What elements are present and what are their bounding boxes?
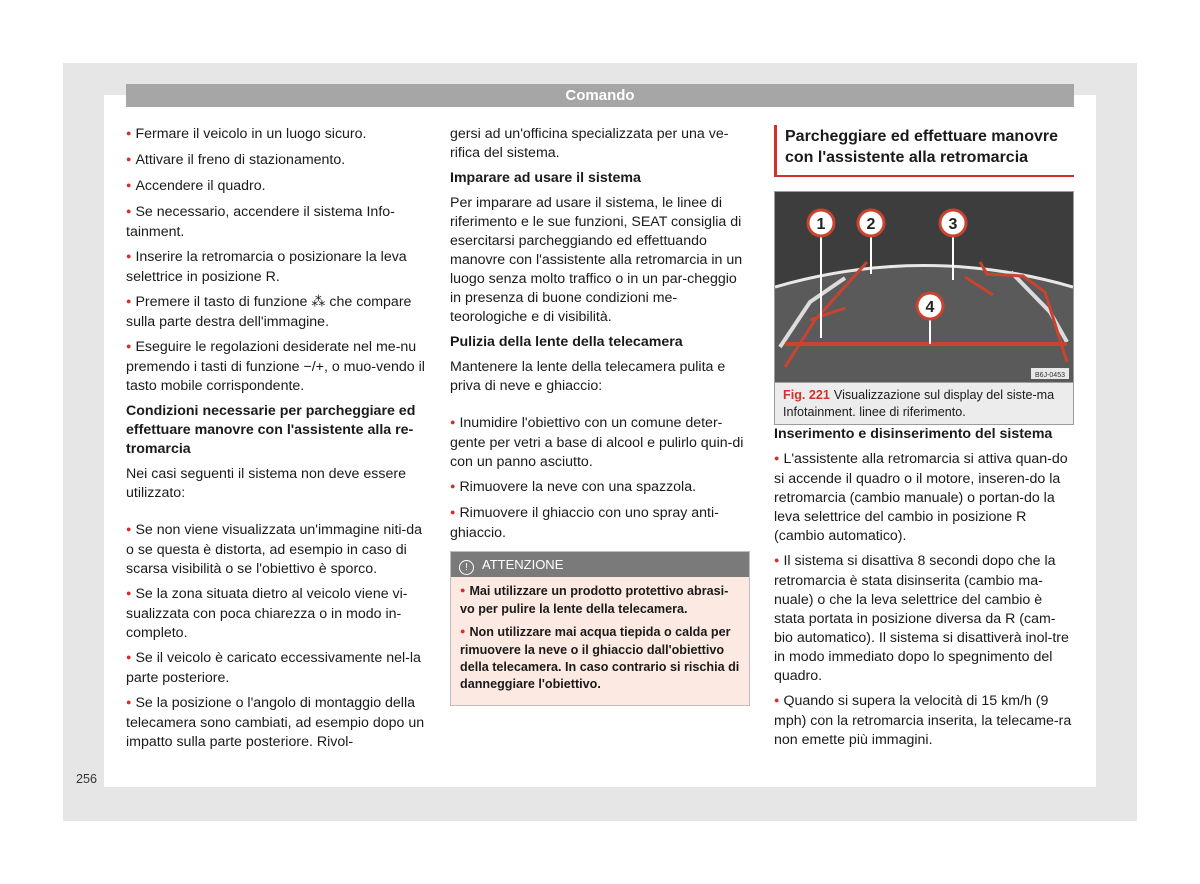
paragraph: Mantenere la lente della telecamera pulita e priva di neve e ghiaccio: — [450, 359, 726, 394]
list-item: ● Se il veicolo è caricato eccessivamente nel-la parte posteriore. — [126, 649, 426, 688]
list-item: ● Rimuovere il ghiaccio con uno spray anti-ghiaccio. — [450, 504, 750, 543]
warning-item: ● Mai utilizzare un prodotto protettivo abrasi-vo per pulire la lente della telecamera. — [460, 583, 741, 618]
callout-3 — [940, 210, 966, 236]
list-item: ● Eseguire le regolazioni desiderate nel me-nu premendo i tasti di funzione −/+, o muo-vendo il tasto mobile corrispondente. — [126, 338, 426, 396]
warning-item: ● Non utilizzare mai acqua tiepida o calda per rimuovere la neve o il ghiaccio dall'obiettivo della telecamera. In caso contrario si rischia di danneggiare l'obiettivo. — [460, 624, 741, 693]
figure-caption — [775, 382, 1073, 424]
warning-box — [450, 551, 750, 706]
callout-1 — [808, 210, 834, 236]
figure-code: B6J-0453 — [1035, 372, 1065, 379]
svg-text:4: 4 — [925, 299, 935, 316]
svg-text:3: 3 — [948, 216, 958, 233]
column-left — [126, 125, 426, 758]
figure-caption-text: Visualizzazione sul display del siste-ma Infotainment. linee di riferimento. — [783, 388, 1055, 419]
list-item: ● Attivare il freno di stazionamento. — [126, 151, 426, 171]
subheading-system: Inserimento e disinserimento del sistema — [774, 426, 1053, 442]
list-item: ● Se necessario, accendere il sistema Info-tainment. — [126, 203, 426, 242]
list-item: ● Premere il tasto di funzione ⁂ che compare sulla parte destra dell'immagine. — [126, 293, 426, 332]
list-item: ● Se la posizione o l'angolo di montaggio della telecamera sono cambiati, ad esempio dopo un impatto sulla parte posteriore. Rivol- — [126, 694, 426, 752]
column-middle — [450, 125, 750, 706]
chapter-header: Comando — [126, 84, 1074, 107]
list-item: ● L'assistente alla retromarcia si attiva quan-do si accende il quadro o il motore, inseren-do la retromarcia (cambio manuale) o portan-do la leva selettrice del cambio in posizione R (cambio automatico). — [774, 450, 1074, 546]
warning-icon: ! — [459, 560, 474, 575]
callout-4 — [917, 293, 943, 319]
paragraph: gersi ad un'officina specializzata per una ve-rifica del sistema. — [450, 126, 729, 161]
list-item: ● Inserire la retromarcia o posizionare la leva selettrice in posizione R. — [126, 248, 426, 287]
figure-rear-camera — [774, 191, 1074, 425]
list-item: ● Rimuovere la neve con una spazzola. — [450, 478, 750, 498]
warning-header — [451, 552, 749, 577]
list-item: ● Il sistema si disattiva 8 secondi dopo che la retromarcia è stata disinserita (cambio ma-nuale) o che la leva selettrice del cambio è stata portata in posizione diversa da R (cam-bio automatico). Il sistema si disattiverà inol-tre in modo immediato dopo lo spegnimento del quadro. — [774, 552, 1074, 686]
list-item: ● Quando si supera la velocità di 15 km/h (9 mph) con la retromarcia inserita, la telecame-ra non emette più immagini. — [774, 692, 1074, 750]
warning-body — [451, 577, 749, 705]
section-title: Parcheggiare ed effettuare manovre con l'assistente alla retromarcia — [774, 125, 1074, 177]
subheading-conditions: Condizioni necessarie per parcheggiare ed effettuare manovre con l'assistente alla re-tromarcia — [126, 403, 416, 457]
subheading-learn: Imparare ad usare il sistema — [450, 170, 641, 186]
subheading-cleaning: Pulizia della lente della telecamera — [450, 334, 683, 350]
list-item: ● Inumidire l'obiettivo con un comune deter-gente per vetri a base di alcool e pulirlo quin-di con un panno asciutto. — [450, 414, 750, 472]
svg-text:2: 2 — [866, 216, 876, 233]
svg-text:1: 1 — [816, 216, 826, 233]
callout-2 — [858, 210, 884, 236]
list-item: ● Accendere il quadro. — [126, 177, 426, 197]
list-item: ● Se la zona situata dietro al veicolo viene vi-sualizzata con poca chiarezza o in modo in-completo. — [126, 585, 426, 643]
paragraph: Per imparare ad usare il sistema, le linee di riferimento e le sue funzioni, SEAT consiglia di esercitarsi parcheggiando ed effettuando manovre con l'assistente alla retromarcia in un luogo senza molto traffico o in un par-cheggio in presenza di buone condizioni me-teorologiche e di visibilità. — [450, 195, 743, 325]
column-right — [774, 125, 1074, 756]
camera-display-illustration — [775, 192, 1073, 382]
figure-number: Fig. 221 — [783, 388, 830, 402]
paragraph: Nei casi seguenti il sistema non deve essere utilizzato: — [126, 466, 406, 501]
warning-title: ATTENZIONE — [482, 557, 564, 572]
list-item: ● Se non viene visualizzata un'immagine niti-da o se questa è distorta, ad esempio in caso di scarsa visibilità o se l'obiettivo è sporco. — [126, 521, 426, 579]
list-item: ● Fermare il veicolo in un luogo sicuro. — [126, 125, 426, 145]
page-number: 256 — [76, 772, 98, 786]
